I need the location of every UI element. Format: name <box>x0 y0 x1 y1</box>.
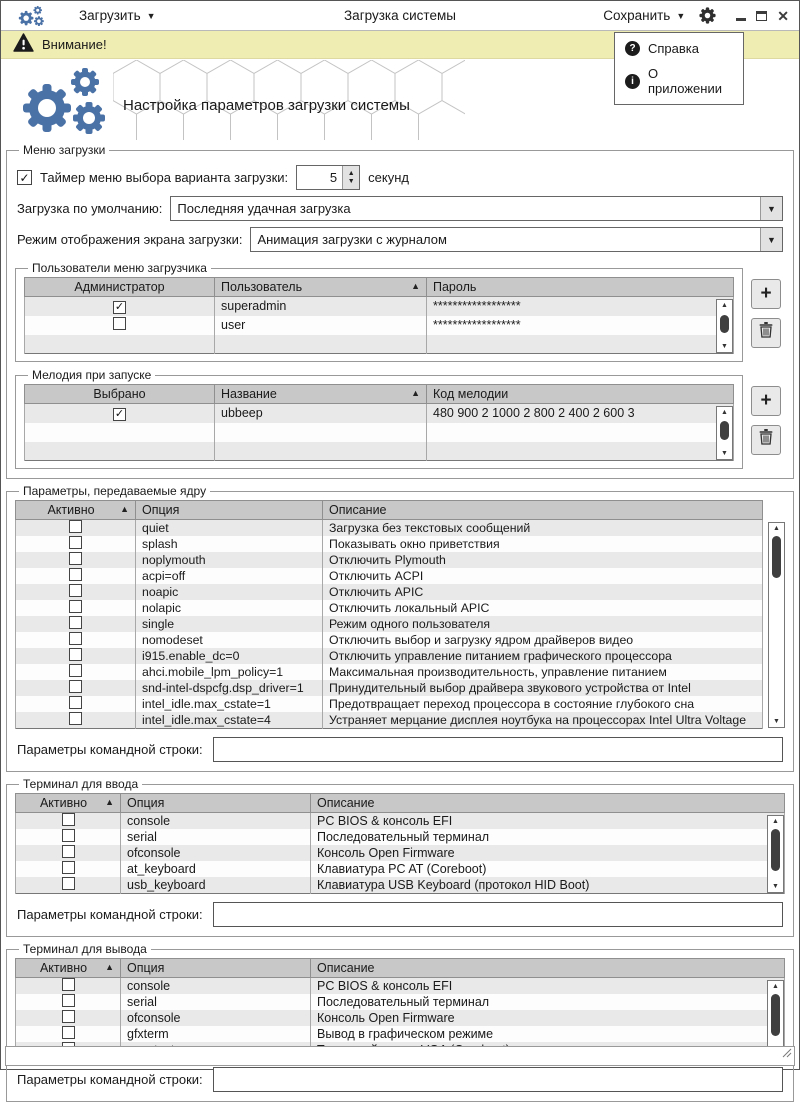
info-circle-icon: i <box>625 74 640 89</box>
table-row[interactable] <box>25 404 734 423</box>
sort-asc-icon: ▲ <box>411 281 420 291</box>
boot-menu-group <box>6 143 794 479</box>
col-active[interactable]: ▲ Активно <box>16 959 121 978</box>
input-cmdline-row <box>17 902 783 927</box>
table-row[interactable] <box>16 600 763 616</box>
table-row[interactable] <box>16 845 785 861</box>
users-table <box>24 277 734 354</box>
cell-description[interactable]: Принудительный выбор драйвера звукового устройства от Intel <box>323 680 763 696</box>
cell-option[interactable]: ofconsole <box>121 845 311 861</box>
window-controls <box>736 9 789 23</box>
scroll-down-arrow[interactable]: ▼ <box>772 883 779 890</box>
cell-option[interactable]: console <box>121 813 311 830</box>
menu-item-help-label: Справка <box>648 41 699 56</box>
scroll-thumb[interactable] <box>771 829 780 871</box>
cell-description[interactable]: Отключить выбор и загрузку ядром драйверов видео <box>323 632 763 648</box>
row-checkbox[interactable] <box>62 877 75 890</box>
melody-table <box>24 384 734 461</box>
input-terminal-group <box>6 777 794 937</box>
cell-description[interactable]: Вывод в графическом режиме <box>311 1026 785 1042</box>
col-name[interactable]: ▲ Название <box>215 385 427 404</box>
scroll-up-arrow[interactable]: ▲ <box>772 983 779 990</box>
help-circle-icon: ? <box>625 41 640 56</box>
page-title: Настройка параметров загрузки системы <box>123 97 410 114</box>
table-row[interactable] <box>16 680 763 696</box>
timer-label: Таймер меню выбора варианта загрузки: <box>40 170 289 185</box>
sort-asc-icon: ▲ <box>120 504 129 514</box>
col-option[interactable]: Опция <box>136 501 323 520</box>
row-checkbox[interactable] <box>69 680 82 693</box>
save-button[interactable] <box>603 8 685 23</box>
row-checkbox[interactable] <box>62 978 75 991</box>
input-terminal-table <box>15 793 785 894</box>
cell-user[interactable]: user <box>215 316 427 335</box>
trash-icon <box>759 322 773 344</box>
table-row[interactable] <box>16 584 763 600</box>
table-row[interactable] <box>16 994 785 1010</box>
spinner-buttons[interactable] <box>342 166 359 189</box>
table-row[interactable] <box>16 813 785 830</box>
cell-option[interactable]: noplymouth <box>136 552 323 568</box>
cell-option[interactable]: i915.enable_dc=0 <box>136 648 323 664</box>
table-row[interactable] <box>16 664 763 680</box>
timer-unit-label: секунд <box>368 170 409 185</box>
scroll-down-arrow[interactable]: ▼ <box>721 450 728 457</box>
chevron-down-icon: ▼ <box>676 10 686 21</box>
scroll-up-arrow[interactable]: ▲ <box>773 525 780 532</box>
kernel-params-group <box>6 484 794 772</box>
default-boot-row <box>17 196 783 221</box>
plus-icon: + <box>760 283 772 304</box>
col-active[interactable]: ▲ Активно <box>16 794 121 813</box>
kernel-cmdline-input[interactable] <box>213 737 783 762</box>
cell-description[interactable]: Отключить Plymouth <box>323 552 763 568</box>
cell-description[interactable]: PC BIOS & консоль EFI <box>311 813 785 830</box>
display-mode-value: Анимация загрузки с журналом <box>257 232 447 247</box>
cell-password[interactable]: ****************** <box>427 297 734 316</box>
output-terminal-group <box>6 942 794 1102</box>
table-row[interactable] <box>25 316 734 335</box>
kernel-params-table <box>15 500 763 729</box>
users-legend: Пользователи меню загрузчика <box>32 261 207 275</box>
melody-legend: Мелодия при запуске <box>32 368 152 382</box>
input-cmdline-input[interactable] <box>213 902 783 927</box>
row-checkbox[interactable] <box>69 584 82 597</box>
timer-value: 5 <box>329 170 338 185</box>
vertical-scrollbar[interactable] <box>767 815 784 893</box>
row-checkbox[interactable] <box>62 829 75 842</box>
table-row[interactable] <box>16 1010 785 1026</box>
delete-user-button[interactable] <box>751 318 781 348</box>
vertical-scrollbar[interactable] <box>716 406 733 460</box>
table-row[interactable] <box>16 712 763 729</box>
close-button[interactable]: ✕ <box>777 7 789 24</box>
cell-description[interactable]: PC BIOS & консоль EFI <box>311 978 785 995</box>
kernel-cmdline-label: Параметры командной строки: <box>17 742 203 757</box>
cell-option[interactable]: quiet <box>136 520 323 537</box>
cell-option[interactable]: intel_idle.max_cstate=1 <box>136 696 323 712</box>
scroll-up-arrow[interactable]: ▲ <box>721 409 728 416</box>
scroll-thumb[interactable] <box>772 536 781 578</box>
cell-option[interactable]: intel_idle.max_cstate=4 <box>136 712 323 729</box>
table-row[interactable] <box>16 536 763 552</box>
cell-option[interactable]: serial <box>121 829 311 845</box>
scroll-down-arrow[interactable]: ▼ <box>773 718 780 725</box>
kernel-table-wrap <box>15 500 785 729</box>
default-boot-label: Загрузка по умолчанию: <box>17 201 163 216</box>
col-description[interactable]: Описание <box>311 959 785 978</box>
col-active[interactable]: ▲ Активно <box>16 501 136 520</box>
default-boot-value: Последняя удачная загрузка <box>177 201 351 216</box>
maximize-button[interactable] <box>756 11 767 21</box>
users-buttons <box>751 279 785 348</box>
row-checkbox[interactable] <box>62 1010 75 1023</box>
menu-item-about-label: О приложении <box>648 66 722 96</box>
cell-option[interactable]: usb_keyboard <box>121 877 311 894</box>
output-cmdline-input[interactable] <box>213 1067 783 1092</box>
row-checkbox[interactable] <box>69 552 82 565</box>
cell-description[interactable]: Предотвращает переход процессора в состояние глубокого сна <box>323 696 763 712</box>
kernel-cmdline-row <box>17 737 783 762</box>
trash-icon <box>759 429 773 451</box>
row-checkbox[interactable] <box>69 520 82 533</box>
timer-row <box>17 165 783 190</box>
input-terminal-table-wrap <box>15 793 785 894</box>
table-row <box>25 335 734 354</box>
delete-melody-button[interactable] <box>751 425 781 455</box>
load-button[interactable] <box>79 8 156 23</box>
scroll-up-arrow[interactable]: ▲ <box>772 818 779 825</box>
chevron-down-icon: ▼ <box>146 10 156 21</box>
chevron-down-icon[interactable]: ▼ <box>760 197 782 220</box>
gears-app-icon <box>17 4 45 28</box>
titlebar <box>1 1 799 31</box>
col-option[interactable]: Опция <box>121 959 311 978</box>
boot-menu-legend: Меню загрузки <box>23 143 106 157</box>
row-checkbox[interactable] <box>62 845 75 858</box>
warning-text: Внимание! <box>42 37 107 52</box>
cell-option[interactable]: snd-intel-dspcfg.dsp_driver=1 <box>136 680 323 696</box>
vertical-scrollbar[interactable] <box>716 299 733 353</box>
scroll-thumb[interactable] <box>720 421 729 440</box>
row-checkbox[interactable] <box>69 712 82 725</box>
users-group <box>15 261 743 362</box>
table-row[interactable] <box>16 632 763 648</box>
gear-icon[interactable] <box>699 7 716 24</box>
cell-description[interactable]: Последовательный терминал <box>311 829 785 845</box>
sort-asc-icon: ▲ <box>105 797 114 807</box>
timer-checkbox[interactable]: ✓ <box>17 170 32 185</box>
input-cmdline-label: Параметры командной строки: <box>17 907 203 922</box>
users-zone <box>15 257 785 364</box>
display-mode-select[interactable] <box>250 227 783 252</box>
cell-option[interactable]: single <box>136 616 323 632</box>
cell-option[interactable]: at_keyboard <box>121 861 311 877</box>
output-terminal-legend: Терминал для вывода <box>23 942 147 956</box>
col-description[interactable]: Описание <box>323 501 763 520</box>
cell-description[interactable]: Клавиатура PC AT (Coreboot) <box>311 861 785 877</box>
menu-item-help[interactable] <box>615 36 743 61</box>
sort-asc-icon: ▲ <box>411 388 420 398</box>
cell-description[interactable]: Отключить ACPI <box>323 568 763 584</box>
cell-description[interactable]: Устраняет мерцание дисплея ноутбука на процессорах Intel Ultra Voltage <box>323 712 763 729</box>
row-checkbox[interactable] <box>69 632 82 645</box>
app-dropdown-menu <box>614 32 744 105</box>
cell-description[interactable]: Режим одного пользователя <box>323 616 763 632</box>
row-checkbox[interactable] <box>62 1026 75 1039</box>
row-checkbox[interactable] <box>69 648 82 661</box>
cell-user[interactable]: superadmin <box>215 297 427 316</box>
cell-description[interactable]: Показывать окно приветствия <box>323 536 763 552</box>
cell-description[interactable]: Отключить APIC <box>323 584 763 600</box>
cell-description[interactable]: Максимальная производительность, управление питанием <box>323 664 763 680</box>
row-checkbox[interactable] <box>113 317 126 330</box>
minimize-button[interactable] <box>736 18 746 21</box>
table-row[interactable] <box>16 978 785 995</box>
cell-option[interactable]: nolapic <box>136 600 323 616</box>
cell-description[interactable]: Последовательный терминал <box>311 994 785 1010</box>
row-checkbox[interactable] <box>69 696 82 709</box>
timer-spinbox[interactable] <box>296 165 360 190</box>
vertical-scrollbar[interactable] <box>768 522 785 728</box>
table-row <box>25 442 734 461</box>
output-cmdline-label: Параметры командной строки: <box>17 1072 203 1087</box>
melody-group <box>15 368 743 469</box>
row-checkbox[interactable] <box>62 861 75 874</box>
table-row[interactable] <box>16 1026 785 1042</box>
table-row[interactable] <box>16 861 785 877</box>
scroll-thumb[interactable] <box>720 315 729 332</box>
row-checkbox[interactable] <box>62 994 75 1007</box>
table-row[interactable] <box>16 520 763 537</box>
save-button-label: Сохранить <box>603 8 671 23</box>
row-checkbox[interactable]: ✓ <box>114 407 125 420</box>
cell-option[interactable]: nomodeset <box>136 632 323 648</box>
scroll-up-arrow[interactable]: ▲ <box>721 302 728 309</box>
table-row[interactable] <box>16 552 763 568</box>
display-mode-row <box>17 227 783 252</box>
cell-option[interactable]: serial <box>121 994 311 1010</box>
col-selected[interactable]: Выбрано <box>25 385 215 404</box>
warning-triangle-icon <box>13 33 34 57</box>
table-row[interactable] <box>16 696 763 712</box>
cell-description[interactable]: Клавиатура USB Keyboard (протокол HID Boot) <box>311 877 785 894</box>
cell-description[interactable]: Отключить локальный APIC <box>323 600 763 616</box>
cell-description[interactable]: Консоль Open Firmware <box>311 845 785 861</box>
output-cmdline-row <box>17 1067 783 1092</box>
scroll-thumb[interactable] <box>771 994 780 1036</box>
melody-zone <box>15 364 785 471</box>
cell-password[interactable]: ****************** <box>427 316 734 335</box>
add-melody-button[interactable] <box>751 386 781 416</box>
cell-name[interactable]: ubbeep <box>215 404 427 423</box>
output-terminal-table <box>15 958 785 1059</box>
output-terminal-table-wrap <box>15 958 785 1059</box>
row-checkbox[interactable] <box>69 664 82 677</box>
menu-item-about[interactable] <box>615 61 743 101</box>
table-row[interactable] <box>16 616 763 632</box>
plus-icon: + <box>760 390 772 411</box>
users-table-wrap <box>24 277 734 354</box>
table-row[interactable] <box>25 297 734 316</box>
display-mode-label: Режим отображения экрана загрузки: <box>17 232 243 247</box>
cell-code[interactable]: 480 900 2 1000 2 800 2 400 2 600 3 <box>427 404 734 423</box>
melody-table-wrap <box>24 384 734 461</box>
col-description[interactable]: Описание <box>311 794 785 813</box>
kernel-params-legend: Параметры, передаваемые ядру <box>23 484 207 498</box>
table-row[interactable] <box>16 648 763 664</box>
cell-option[interactable]: ahci.mobile_lpm_policy=1 <box>136 664 323 680</box>
cell-description[interactable]: Консоль Open Firmware <box>311 1010 785 1026</box>
col-admin[interactable]: Администратор <box>25 278 215 297</box>
status-bar <box>5 1046 795 1066</box>
table-row <box>25 423 734 442</box>
table-row[interactable] <box>16 568 763 584</box>
cell-option[interactable]: ofconsole <box>121 1010 311 1026</box>
table-row[interactable] <box>16 877 785 894</box>
cell-description[interactable]: Отключить управление питанием графического процессора <box>323 648 763 664</box>
row-checkbox[interactable] <box>69 536 82 549</box>
scroll-down-arrow[interactable]: ▼ <box>721 343 728 350</box>
cell-option[interactable]: noapic <box>136 584 323 600</box>
melody-buttons <box>751 386 785 455</box>
cell-description[interactable]: Загрузка без текстовых сообщений <box>323 520 763 537</box>
col-password[interactable]: Пароль <box>427 278 734 297</box>
row-checkbox[interactable] <box>69 568 82 581</box>
cell-option[interactable]: splash <box>136 536 323 552</box>
col-code[interactable]: Код мелодии <box>427 385 734 404</box>
table-row[interactable] <box>16 829 785 845</box>
col-user[interactable]: ▲ Пользователь <box>215 278 427 297</box>
row-checkbox[interactable] <box>62 813 75 826</box>
input-terminal-legend: Терминал для ввода <box>23 777 139 791</box>
window-title: Загрузка системы <box>344 8 456 23</box>
cell-option[interactable]: gfxterm <box>121 1026 311 1042</box>
gears-icon <box>17 66 109 141</box>
add-user-button[interactable] <box>751 279 781 309</box>
default-boot-select[interactable] <box>170 196 783 221</box>
spin-up-icon[interactable]: ▲ <box>347 170 355 178</box>
sort-asc-icon: ▲ <box>105 962 114 972</box>
resize-grip[interactable] <box>779 1045 792 1063</box>
cell-option[interactable]: acpi=off <box>136 568 323 584</box>
chevron-down-icon[interactable]: ▼ <box>760 228 782 251</box>
load-button-label: Загрузить <box>79 8 141 23</box>
col-option[interactable]: Опция <box>121 794 311 813</box>
row-checkbox[interactable] <box>69 616 82 629</box>
spin-down-icon[interactable]: ▼ <box>347 177 355 185</box>
row-checkbox[interactable]: ✓ <box>114 300 125 313</box>
row-checkbox[interactable] <box>69 600 82 613</box>
cell-option[interactable]: console <box>121 978 311 995</box>
